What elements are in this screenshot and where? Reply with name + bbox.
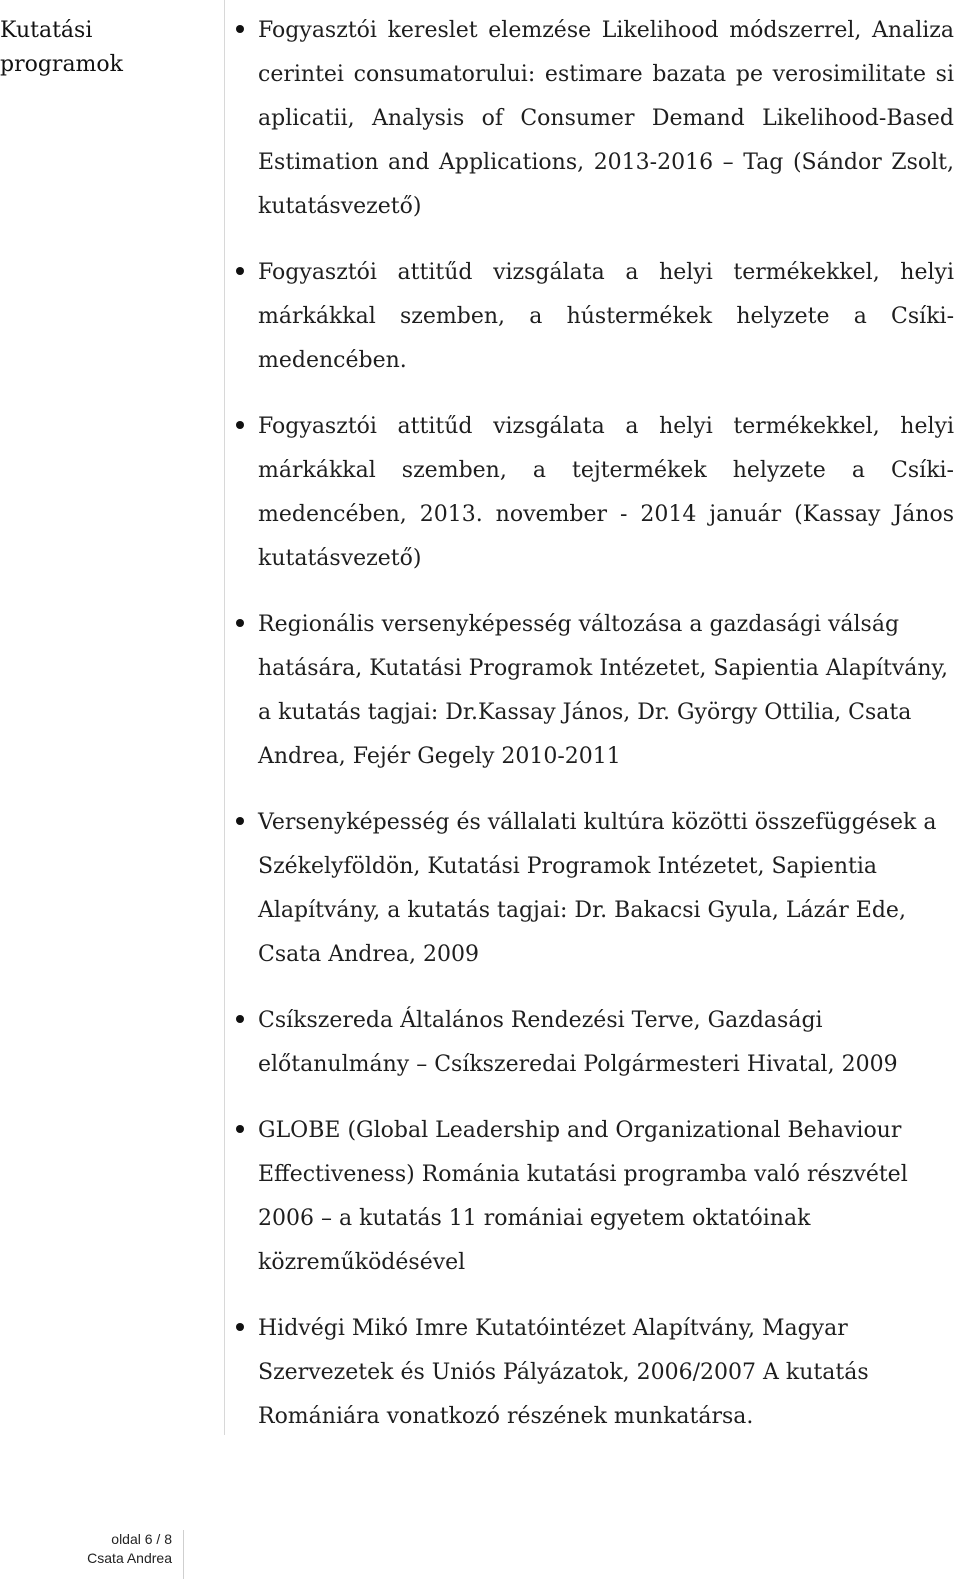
bullet-icon — [236, 267, 244, 275]
item-text: Hidvégi Mikó Imre Kutatóintézet Alapítvány, Magyar Szervezetek és Uniós Pályázatok, 2006/2007 A kutatás Romániára vonatkozó részének munkatársa. — [258, 1316, 869, 1429]
list-item — [232, 1307, 954, 1439]
item-text: Regionális versenyképesség változása a gazdasági válság hatására, Kutatási Programok Intézetet, Sapientia Alapítvány, a kutatás tagjai: Dr.Kassay János, Dr. György Ottilia, Csata Andrea, Fejér Gegely 2010-2011 — [258, 612, 949, 769]
item-text: Versenyképesség és vállalati kultúra közötti összefüggések a Székelyföldön, Kutatási Programok Intézetet, Sapientia Alapítvány, a kutatás tagjai: Dr. Bakacsi Gyula, Lázár Ede, Csata Andrea, 2009 — [258, 810, 937, 967]
section-label: Kutatási programok — [0, 18, 123, 77]
page-footer — [60, 1530, 172, 1568]
list-item — [232, 1109, 954, 1285]
list-item — [232, 405, 954, 581]
list-item — [232, 999, 954, 1087]
item-text: GLOBE (Global Leadership and Organizational Behaviour Effectiveness) Románia kutatási programba való részvétel 2006 – a kutatás 11 romániai egyetem oktatóinak közreműködésével — [258, 1118, 908, 1275]
footer-author: Csata Andrea — [87, 1550, 172, 1566]
bullet-icon — [236, 1323, 244, 1331]
list-item — [232, 603, 954, 779]
bullet-icon — [236, 817, 244, 825]
item-text: Csíkszereda Általános Rendezési Terve, Gazdasági előtanulmány – Csíkszeredai Polgármesteri Hivatal, 2009 — [258, 1008, 898, 1077]
bullet-icon — [236, 421, 244, 429]
column-divider — [224, 0, 225, 1435]
list-item — [232, 801, 954, 977]
page-number: oldal 6 / 8 — [111, 1531, 172, 1547]
bullet-icon — [236, 1015, 244, 1023]
bullet-icon — [236, 1125, 244, 1133]
item-text: Fogyasztói attitűd vizsgálata a helyi termékekkel, helyi márkákkal szemben, a tejtermékek helyzete a Csíki-medencében, 2013. november - 2014 január (Kassay János kutatásvezető) — [258, 414, 954, 571]
bullet-icon — [236, 25, 244, 33]
bullet-icon — [236, 619, 244, 627]
list-item — [232, 251, 954, 383]
list-item — [232, 9, 954, 229]
item-text: Fogyasztói kereslet elemzése Likelihood módszerrel, Analiza cerintei consumatorului: estimare bazata pe verosimilitate si aplicatii, Analysis of Consumer Demand Likelihood-Based Estimation and Applications, 2013-2016 – Tag (Sándor Zsolt, kutatásvezető) — [258, 18, 954, 219]
item-text: Fogyasztói attitűd vizsgálata a helyi termékekkel, helyi márkákkal szemben, a hústermékek helyzete a Csíki-medencében. — [258, 260, 954, 373]
footer-divider — [183, 1530, 184, 1579]
research-program-list — [232, 9, 954, 1461]
